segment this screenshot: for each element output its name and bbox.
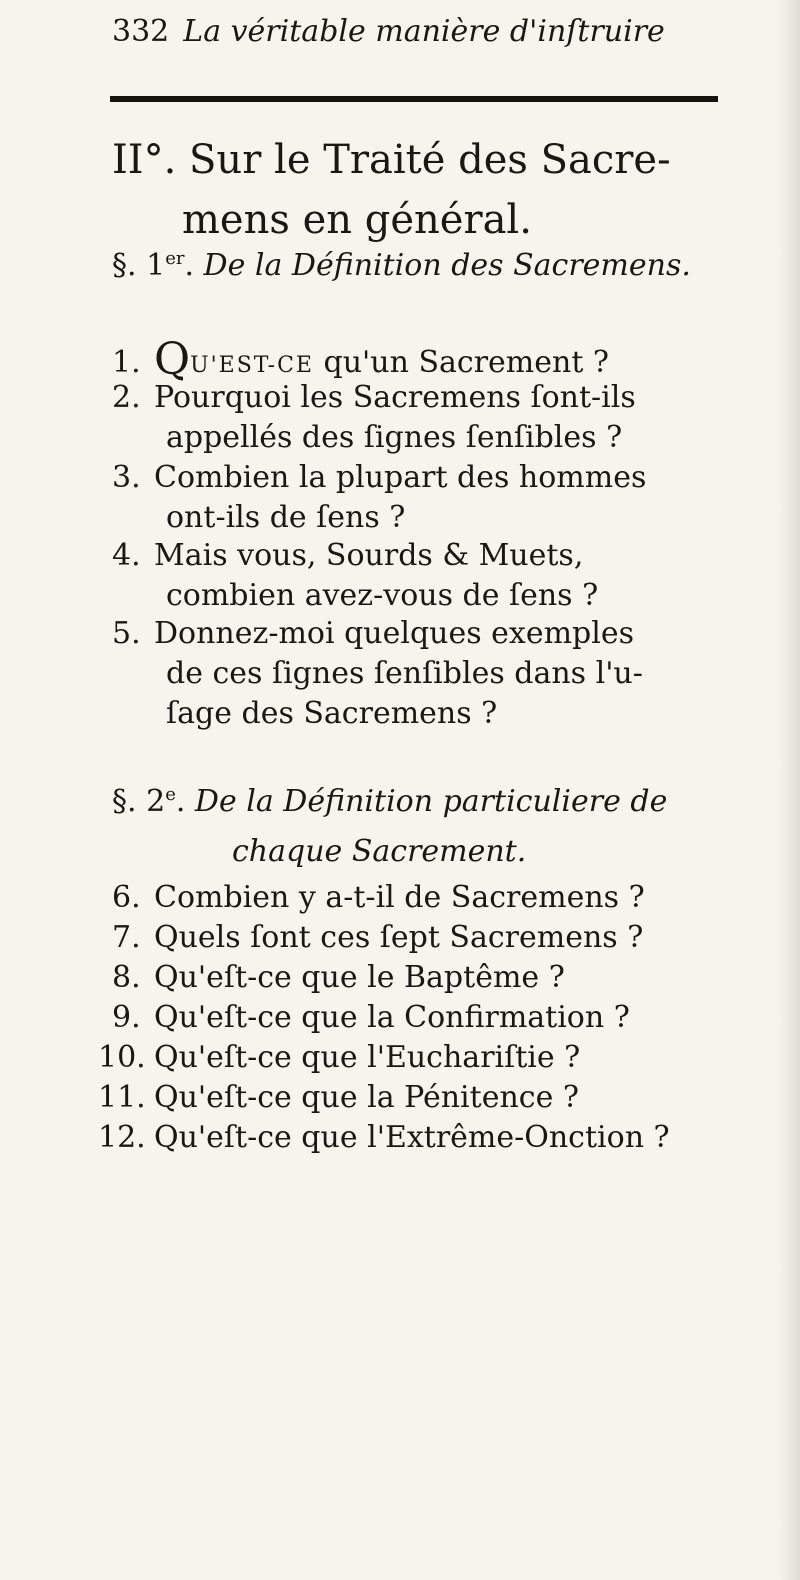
subsection-title: De la Définition des Sacremens. [203, 248, 691, 283]
question-number: 7. [112, 920, 141, 955]
question-item [112, 458, 752, 538]
page-edge-shadow [778, 0, 800, 1580]
question-number: 3. [112, 460, 141, 495]
question-number: 6. [112, 880, 141, 915]
question-number: 5. [112, 616, 141, 651]
section-sign: §. [112, 784, 137, 819]
question-text: Donnez-moi quelques exemples [154, 616, 634, 651]
subsection-title-line1: De la Définition particuliere de [194, 784, 668, 819]
question-item [112, 958, 752, 998]
question-item [112, 536, 752, 616]
question-number: 4. [112, 538, 141, 573]
subsection-title-line2: chaque Sacrement. [232, 834, 527, 869]
header-rule [110, 96, 718, 102]
question-item [98, 1078, 752, 1118]
question-text: Combien y a-t-il de Sacremens ? [154, 880, 645, 915]
subsection-number: 1 [146, 248, 166, 283]
section-sign: §. [112, 248, 137, 283]
question-text: Qu'eſt-ce que la Pénitence ? [154, 1080, 579, 1115]
question-number: 1. [112, 345, 141, 380]
question-text: qu'un Sacrement ? [313, 345, 609, 380]
subsection-heading-1: §. 1er. De la Définition des Sacremens. [112, 248, 691, 283]
question-item [98, 1038, 752, 1078]
question-item [98, 1118, 752, 1158]
question-item [112, 378, 752, 458]
subsection-number: 2 [146, 784, 166, 819]
running-header [112, 14, 665, 49]
question-item [112, 614, 752, 734]
question-text: Qu'eſt-ce que la Confirmation ? [154, 1000, 630, 1035]
question-text: Qu'eſt-ce que l'Euchariſtie ? [154, 1040, 581, 1075]
section-title-line2: mens en général. [182, 197, 532, 243]
subsection-heading-2: §. 2e. De la Définition particuliere de chaque Sacrement. [112, 770, 752, 877]
question-item [112, 918, 752, 958]
subsection-number-sup: er [165, 248, 185, 269]
question-text: Pourquoi les Sacremens ſont-ils [154, 380, 636, 415]
small-caps-text: U'EST-CE [190, 353, 314, 378]
running-title: La véritable manière d'inſtruire [183, 14, 665, 49]
section-title-line1: II°. Sur le Traité des Sacre- [112, 137, 671, 183]
question-item [112, 998, 752, 1038]
question-text: Combien la plupart des hommes [154, 460, 647, 495]
question-number: 8. [112, 960, 141, 995]
question-number: 10. [98, 1040, 146, 1075]
subsection-number-sup: e [165, 784, 176, 805]
question-text: Mais vous, Sourds & Muets, [154, 538, 584, 573]
question-text-continued: de ces ſignes ſenſibles dans l'u- [166, 656, 643, 691]
page-number: 332 [112, 14, 170, 49]
question-number: 11. [98, 1080, 146, 1115]
question-text: Quels ſont ces ſept Sacremens ? [154, 920, 644, 955]
question-text-continued: appellés des ſignes ſenſibles ? [166, 420, 623, 455]
question-text: Qu'eſt-ce que l'Extrême-Onction ? [154, 1120, 670, 1155]
question-text-continued: ſage des Sacremens ? [166, 696, 498, 731]
drop-initial: Q [154, 334, 191, 385]
question-number: 9. [112, 1000, 141, 1035]
question-item [112, 878, 752, 918]
section-title [112, 130, 732, 250]
question-text: Qu'eſt-ce que le Baptême ? [154, 960, 565, 995]
question-text-continued: ont-ils de ſens ? [166, 500, 406, 535]
question-number: 2. [112, 380, 141, 415]
question-number: 12. [98, 1120, 146, 1155]
question-text-continued: combien avez-vous de ſens ? [166, 578, 599, 613]
